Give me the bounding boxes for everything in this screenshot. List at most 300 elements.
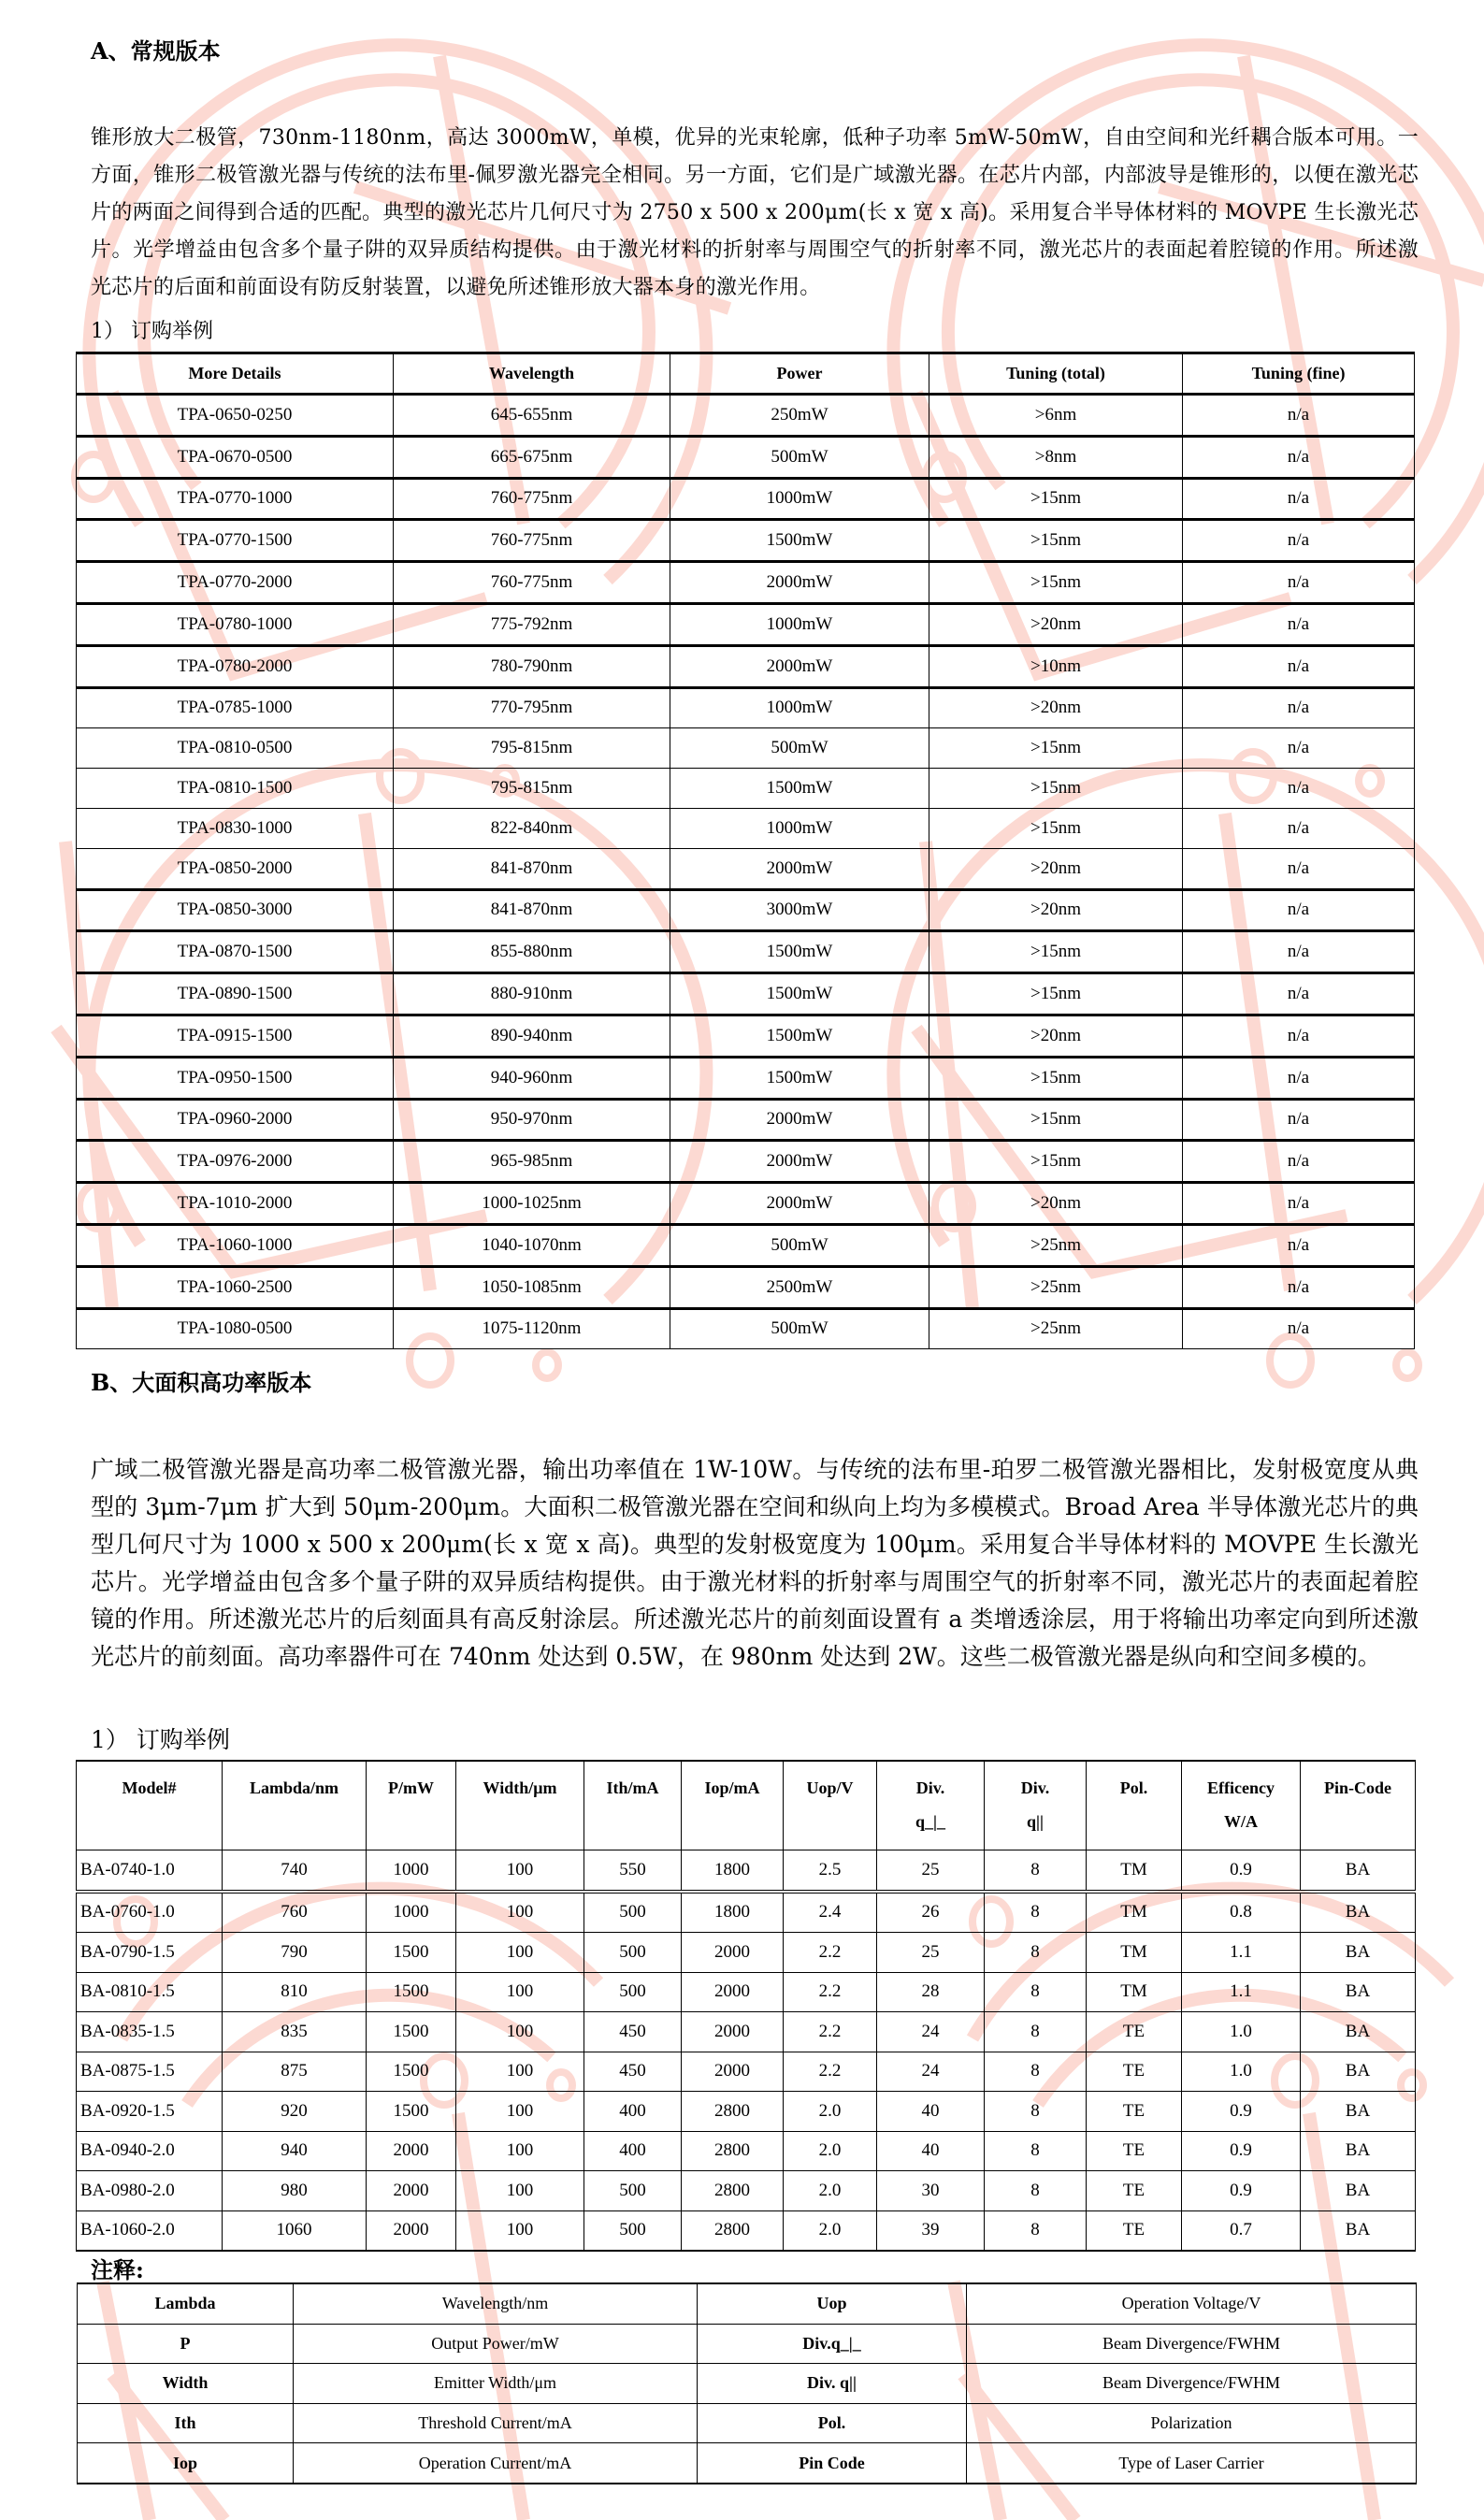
cell-div-perp: 40	[877, 2131, 985, 2171]
cell-efficiency: 0.9	[1182, 2092, 1301, 2132]
cell-tuning-fine: n/a	[1183, 478, 1415, 520]
column-header-uop	[784, 1761, 877, 1850]
cell-pol: TM	[1087, 1892, 1182, 1933]
cell-div-parallel: 8	[985, 2052, 1087, 2092]
cell-tuning-total: >20nm	[929, 687, 1183, 728]
notes-row	[78, 2443, 1417, 2484]
cell-tuning-total: >15nm	[929, 769, 1183, 809]
notes-cell-meaning: Output Power/mW	[294, 2324, 698, 2364]
cell-lambda: 1060	[223, 2210, 367, 2251]
cell-model: TPA-0780-2000	[77, 645, 394, 687]
cell-pin-code: BA	[1301, 1972, 1416, 2012]
cell-wavelength: 1040-1070nm	[394, 1224, 670, 1266]
cell-uop: 2.2	[784, 1972, 877, 2012]
cell-model: BA-0835-1.5	[77, 2012, 223, 2052]
cell-power: 3000mW	[670, 889, 929, 931]
cell-model: TPA-1010-2000	[77, 1183, 394, 1225]
table-row	[77, 2092, 1416, 2132]
cell-power: 1500	[367, 2092, 456, 2132]
cell-power: 1500	[367, 1972, 456, 2012]
table-row	[77, 808, 1415, 848]
cell-iop: 2000	[682, 2052, 784, 2092]
cell-efficiency: 0.7	[1182, 2210, 1301, 2251]
notes-cell-abbr: Width	[78, 2364, 294, 2404]
column-header-text: P/mW	[388, 1778, 434, 1797]
cell-pin-code: BA	[1301, 2092, 1416, 2132]
cell-model: TPA-0810-1500	[77, 769, 394, 809]
cell-tuning-total: >15nm	[929, 808, 1183, 848]
notes-row	[78, 2283, 1417, 2324]
cell-iop: 1800	[682, 1850, 784, 1892]
cell-pin-code: BA	[1301, 2052, 1416, 2092]
column-header-efficiency	[1182, 1761, 1301, 1850]
cell-ith: 500	[584, 2171, 682, 2211]
column-header-text: Model#	[122, 1778, 177, 1797]
cell-div-perp: 28	[877, 1972, 985, 2012]
cell-width: 100	[456, 1972, 584, 2012]
cell-tuning-total: >15nm	[929, 973, 1183, 1015]
column-header-model	[77, 1761, 223, 1850]
cell-wavelength: 965-985nm	[394, 1141, 670, 1183]
column-header-wavelength: Wavelength	[394, 353, 670, 395]
notes-cell-abbr: Div.q_|_	[698, 2324, 967, 2364]
cell-div-perp: 39	[877, 2210, 985, 2251]
cell-power: 1500mW	[670, 1015, 929, 1057]
notes-cell-abbr: Div. q||	[698, 2364, 967, 2404]
cell-div-perp: 25	[877, 1933, 985, 1973]
cell-power: 2000mW	[670, 1141, 929, 1183]
cell-div-parallel: 8	[985, 1850, 1087, 1892]
notes-cell-meaning: Emitter Width/μm	[294, 2364, 698, 2404]
cell-pol: TE	[1087, 2171, 1182, 2211]
table-header-row	[77, 1761, 1416, 1850]
cell-model: TPA-0770-1000	[77, 478, 394, 520]
cell-tuning-fine: n/a	[1183, 395, 1415, 437]
table-row	[77, 889, 1415, 931]
cell-pol: TE	[1087, 2131, 1182, 2171]
cell-tuning-fine: n/a	[1183, 520, 1415, 562]
column-header-lambda	[223, 1761, 367, 1850]
cell-pin-code: BA	[1301, 2210, 1416, 2251]
cell-wavelength: 665-675nm	[394, 436, 670, 478]
cell-model: TPA-0670-0500	[77, 436, 394, 478]
cell-tuning-fine: n/a	[1183, 1224, 1415, 1266]
table-row	[77, 2210, 1416, 2251]
notes-cell-abbr: P	[78, 2324, 294, 2364]
cell-iop: 2800	[682, 2092, 784, 2132]
cell-iop: 2800	[682, 2131, 784, 2171]
cell-pin-code: BA	[1301, 1933, 1416, 1973]
cell-model: BA-0940-2.0	[77, 2131, 223, 2171]
cell-wavelength: 855-880nm	[394, 931, 670, 973]
cell-power: 1500	[367, 2052, 456, 2092]
cell-ith: 400	[584, 2092, 682, 2132]
notes-row	[78, 2403, 1417, 2443]
cell-power: 1500mW	[670, 931, 929, 973]
table-row	[77, 1308, 1415, 1349]
cell-div-parallel: 8	[985, 1972, 1087, 2012]
section-b-order-label: 1） 订购举例	[91, 1726, 230, 1753]
cell-div-perp: 26	[877, 1892, 985, 1933]
table-row	[77, 1015, 1415, 1057]
table-row	[77, 478, 1415, 520]
cell-ith: 500	[584, 1933, 682, 1973]
cell-tuning-total: >15nm	[929, 520, 1183, 562]
table-row	[77, 2171, 1416, 2211]
cell-ith: 400	[584, 2131, 682, 2171]
notes-cell-meaning: Beam Divergence/FWHM	[967, 2364, 1417, 2404]
cell-pol: TE	[1087, 2210, 1182, 2251]
cell-tuning-total: >20nm	[929, 889, 1183, 931]
cell-efficiency: 1.1	[1182, 1972, 1301, 2012]
notes-table	[77, 2282, 1417, 2484]
cell-div-parallel: 8	[985, 2171, 1087, 2211]
cell-efficiency: 0.8	[1182, 1892, 1301, 1933]
cell-power: 1000mW	[670, 603, 929, 645]
cell-div-parallel: 8	[985, 1892, 1087, 1933]
notes-cell-abbr: Lambda	[78, 2283, 294, 2324]
table-row	[77, 973, 1415, 1015]
cell-model: TPA-1080-0500	[77, 1308, 394, 1349]
cell-efficiency: 0.9	[1182, 2131, 1301, 2171]
cell-iop: 2000	[682, 1972, 784, 2012]
cell-pol: TM	[1087, 1933, 1182, 1973]
cell-power: 2000	[367, 2131, 456, 2171]
cell-power: 2000	[367, 2171, 456, 2211]
cell-model: TPA-0870-1500	[77, 931, 394, 973]
cell-power: 1000mW	[670, 808, 929, 848]
cell-tuning-total: >15nm	[929, 562, 1183, 604]
cell-lambda: 740	[223, 1850, 367, 1892]
section-b-paragraph: 广域二极管激光器是高功率二极管激光器，输出功率值在 1W-10W。与传统的法布里-珀罗二极管激光器相比，发射极宽度从典型的 3μm-7μm 扩大到 50μm-200μm。大面积二极管激光器在空间和纵向上均为多模模式。Broad Area 半导体激光芯片的典型几何尺寸为 1000 x 500 x 200μm(长 x 宽 x 高)。典型的发射极宽度为 100μm。采用复合半导体材料的 MOVPE 生长激光芯片。光学增益由包含多个量子阱的双异质结构提供。由于激光材料的折射率与周围空气的折射率不同，激光芯片的表面起着腔镜的作用。所述激光芯片的后刻面具有高反射涂层。所述激光芯片的前刻面设置有 a 类增透涂层，用于将输出功率定向到所述激光芯片的前刻面。高功率器件可在 740nm 处达到 0.5W，在 980nm 处达到 2W。这些二极管激光器是纵向和空间多模的。	[91, 1456, 1419, 1670]
cell-power: 1500mW	[670, 769, 929, 809]
table-row	[77, 1972, 1416, 2012]
cell-tuning-fine: n/a	[1183, 1266, 1415, 1308]
table-row	[77, 1183, 1415, 1225]
cell-div-perp: 25	[877, 1850, 985, 1892]
column-header-div-parallel	[985, 1761, 1087, 1850]
cell-wavelength: 822-840nm	[394, 808, 670, 848]
cell-power: 500mW	[670, 436, 929, 478]
cell-div-perp: 24	[877, 2012, 985, 2052]
notes-cell-meaning: Threshold Current/mA	[294, 2403, 698, 2443]
cell-tuning-total: >15nm	[929, 728, 1183, 769]
column-header-text: Width/μm	[483, 1778, 557, 1797]
column-header-pol	[1087, 1761, 1182, 1850]
cell-pol: TE	[1087, 2092, 1182, 2132]
cell-lambda: 980	[223, 2171, 367, 2211]
cell-tuning-total: >20nm	[929, 603, 1183, 645]
cell-power: 250mW	[670, 395, 929, 437]
cell-iop: 1800	[682, 1892, 784, 1933]
column-header-tuning-total: Tuning (total)	[929, 353, 1183, 395]
cell-iop: 2800	[682, 2210, 784, 2251]
column-header-more-details: More Details	[77, 353, 394, 395]
table-row	[77, 1224, 1415, 1266]
cell-wavelength: 940-960nm	[394, 1057, 670, 1099]
cell-width: 100	[456, 2131, 584, 2171]
cell-model: BA-0980-2.0	[77, 2171, 223, 2211]
cell-width: 100	[456, 2012, 584, 2052]
notes-cell-meaning: Operation Voltage/V	[967, 2283, 1417, 2324]
cell-width: 100	[456, 2210, 584, 2251]
table-row	[77, 728, 1415, 769]
column-header-pin-code	[1301, 1761, 1416, 1850]
cell-tuning-fine: n/a	[1183, 687, 1415, 728]
column-header-iop	[682, 1761, 784, 1850]
cell-power: 2500mW	[670, 1266, 929, 1308]
cell-efficiency: 0.9	[1182, 1850, 1301, 1892]
cell-wavelength: 890-940nm	[394, 1015, 670, 1057]
cell-tuning-fine: n/a	[1183, 1183, 1415, 1225]
cell-lambda: 875	[223, 2052, 367, 2092]
cell-uop: 2.2	[784, 2012, 877, 2052]
cell-wavelength: 795-815nm	[394, 728, 670, 769]
cell-model: TPA-0890-1500	[77, 973, 394, 1015]
notes-cell-meaning: Type of Laser Carrier	[967, 2443, 1417, 2484]
cell-pin-code: BA	[1301, 1850, 1416, 1892]
table-row	[77, 1099, 1415, 1141]
cell-tuning-fine: n/a	[1183, 973, 1415, 1015]
cell-power: 500mW	[670, 1224, 929, 1266]
cell-div-parallel: 8	[985, 2210, 1087, 2251]
cell-tuning-total: >15nm	[929, 1099, 1183, 1141]
cell-lambda: 835	[223, 2012, 367, 2052]
cell-iop: 2000	[682, 1933, 784, 1973]
cell-model: TPA-1060-1000	[77, 1224, 394, 1266]
column-header-text: Pol.	[1119, 1778, 1148, 1797]
cell-width: 100	[456, 1850, 584, 1892]
cell-pol: TE	[1087, 2052, 1182, 2092]
cell-tuning-fine: n/a	[1183, 1308, 1415, 1349]
cell-model: TPA-0830-1000	[77, 808, 394, 848]
cell-tuning-fine: n/a	[1183, 808, 1415, 848]
column-header-width	[456, 1761, 584, 1850]
cell-tuning-total: >20nm	[929, 848, 1183, 889]
cell-width: 100	[456, 2171, 584, 2211]
column-header-text: Ith/mA	[606, 1778, 659, 1797]
cell-efficiency: 0.9	[1182, 2171, 1301, 2211]
cell-tuning-total: >20nm	[929, 1183, 1183, 1225]
column-header-text: q||	[1027, 1812, 1044, 1831]
cell-div-parallel: 8	[985, 2092, 1087, 2132]
cell-model: BA-1060-2.0	[77, 2210, 223, 2251]
table-row	[77, 603, 1415, 645]
table-row	[77, 2052, 1416, 2092]
section-a-paragraph: 锥形放大二极管，730nm-1180nm，高达 3000mW，单模，优异的光束轮廓，低种子功率 5mW-50mW，自由空间和光纤耦合版本可用。一方面，锥形二极管激光器与传统的法布里-佩罗激光器完全相同。另一方面，它们是广域激光器。在芯片内部，内部波导是锥形的，以便在激光芯片的两面之间得到合适的匹配。典型的激光芯片几何尺寸为 2750 x 500 x 200μm(长 x 宽 x 高)。采用复合半导体材料的 MOVPE 生长激光芯片。光学增益由包含多个量子阱的双异质结构提供。由于激光材料的折射率与周围空气的折射率不同，激光芯片的表面起着腔镜的作用。所述激光芯片的后面和前面设有防反射装置，以避免所述锥形放大器本身的激光作用。	[91, 126, 1419, 299]
cell-wavelength: 780-790nm	[394, 645, 670, 687]
cell-tuning-fine: n/a	[1183, 728, 1415, 769]
cell-ith: 500	[584, 1892, 682, 1933]
cell-pol: TM	[1087, 1850, 1182, 1892]
cell-tuning-fine: n/a	[1183, 931, 1415, 973]
cell-pol: TE	[1087, 2012, 1182, 2052]
cell-pin-code: BA	[1301, 1892, 1416, 1933]
cell-model: TPA-0950-1500	[77, 1057, 394, 1099]
cell-model: BA-0740-1.0	[77, 1850, 223, 1892]
cell-power: 2000	[367, 2210, 456, 2251]
cell-power: 500mW	[670, 1308, 929, 1349]
cell-model: BA-0810-1.5	[77, 1972, 223, 2012]
cell-tuning-fine: n/a	[1183, 436, 1415, 478]
cell-tuning-total: >25nm	[929, 1266, 1183, 1308]
notes-row	[78, 2324, 1417, 2364]
column-header-text: W/A	[1224, 1812, 1258, 1831]
column-header-power	[367, 1761, 456, 1850]
ordering-table-standard	[76, 352, 1415, 1349]
cell-pin-code: BA	[1301, 2012, 1416, 2052]
column-header-div-perp	[877, 1761, 985, 1850]
cell-uop: 2.0	[784, 2210, 877, 2251]
table-row	[77, 1933, 1416, 1973]
cell-model: TPA-0976-2000	[77, 1141, 394, 1183]
notes-cell-meaning: Operation Current/mA	[294, 2443, 698, 2484]
cell-iop: 2800	[682, 2171, 784, 2211]
cell-lambda: 810	[223, 1972, 367, 2012]
cell-model: TPA-1060-2500	[77, 1266, 394, 1308]
cell-div-perp: 24	[877, 2052, 985, 2092]
cell-tuning-fine: n/a	[1183, 889, 1415, 931]
cell-model: TPA-0915-1500	[77, 1015, 394, 1057]
cell-wavelength: 880-910nm	[394, 973, 670, 1015]
table-row	[77, 1850, 1416, 1892]
cell-power: 2000mW	[670, 1183, 929, 1225]
cell-tuning-total: >15nm	[929, 1141, 1183, 1183]
cell-div-perp: 30	[877, 2171, 985, 2211]
cell-pin-code: BA	[1301, 2131, 1416, 2171]
cell-wavelength: 760-775nm	[394, 562, 670, 604]
table-row	[77, 562, 1415, 604]
notes-cell-abbr: Pol.	[698, 2403, 967, 2443]
cell-wavelength: 1000-1025nm	[394, 1183, 670, 1225]
cell-power: 1500mW	[670, 1057, 929, 1099]
cell-uop: 2.2	[784, 2052, 877, 2092]
table-row	[77, 645, 1415, 687]
cell-wavelength: 760-775nm	[394, 478, 670, 520]
cell-uop: 2.4	[784, 1892, 877, 1933]
cell-div-parallel: 8	[985, 2131, 1087, 2171]
table-row	[77, 520, 1415, 562]
notes-cell-abbr: Iop	[78, 2443, 294, 2484]
cell-power: 1500mW	[670, 520, 929, 562]
cell-model: BA-0920-1.5	[77, 2092, 223, 2132]
ordering-table-broad-area	[76, 1760, 1416, 2252]
cell-model: TPA-0780-1000	[77, 603, 394, 645]
cell-model: TPA-0850-2000	[77, 848, 394, 889]
cell-power: 1500	[367, 2012, 456, 2052]
cell-power: 1000	[367, 1892, 456, 1933]
table-row	[77, 1892, 1416, 1933]
cell-uop: 2.5	[784, 1850, 877, 1892]
cell-tuning-fine: n/a	[1183, 603, 1415, 645]
table-row	[77, 395, 1415, 437]
cell-efficiency: 1.1	[1182, 1933, 1301, 1973]
cell-uop: 2.0	[784, 2131, 877, 2171]
cell-tuning-fine: n/a	[1183, 1099, 1415, 1141]
cell-wavelength: 760-775nm	[394, 520, 670, 562]
cell-tuning-fine: n/a	[1183, 645, 1415, 687]
cell-width: 100	[456, 2052, 584, 2092]
cell-div-parallel: 8	[985, 2012, 1087, 2052]
notes-cell-abbr: Uop	[698, 2283, 967, 2324]
section-b-heading: B、大面积高功率版本	[91, 1369, 312, 1396]
table-row	[77, 687, 1415, 728]
column-header-ith	[584, 1761, 682, 1850]
notes-cell-meaning: Polarization	[967, 2403, 1417, 2443]
notes-row	[78, 2364, 1417, 2404]
cell-model: TPA-0650-0250	[77, 395, 394, 437]
cell-model: BA-0875-1.5	[77, 2052, 223, 2092]
cell-lambda: 760	[223, 1892, 367, 1933]
cell-power: 2000mW	[670, 848, 929, 889]
cell-ith: 500	[584, 1972, 682, 2012]
column-header-text: q_|_	[915, 1812, 945, 1831]
cell-wavelength: 795-815nm	[394, 769, 670, 809]
cell-tuning-fine: n/a	[1183, 1015, 1415, 1057]
cell-tuning-total: >15nm	[929, 931, 1183, 973]
table-row	[77, 931, 1415, 973]
notes-title: 注释:	[91, 2256, 144, 2283]
cell-wavelength: 1075-1120nm	[394, 1308, 670, 1349]
cell-model: BA-0760-1.0	[77, 1892, 223, 1933]
cell-ith: 450	[584, 2052, 682, 2092]
cell-power: 1000mW	[670, 687, 929, 728]
table-row	[77, 2012, 1416, 2052]
cell-ith: 550	[584, 1850, 682, 1892]
cell-tuning-total: >6nm	[929, 395, 1183, 437]
cell-uop: 2.0	[784, 2171, 877, 2211]
cell-power: 500mW	[670, 728, 929, 769]
cell-tuning-total: >8nm	[929, 436, 1183, 478]
cell-tuning-total: >25nm	[929, 1308, 1183, 1349]
cell-model: BA-0790-1.5	[77, 1933, 223, 1973]
cell-wavelength: 841-870nm	[394, 889, 670, 931]
column-header-text: Efficency	[1207, 1778, 1275, 1797]
cell-tuning-total: >20nm	[929, 1015, 1183, 1057]
cell-ith: 500	[584, 2210, 682, 2251]
column-header-text: Uop/V	[806, 1778, 854, 1797]
cell-power: 2000mW	[670, 645, 929, 687]
cell-power: 1000mW	[670, 478, 929, 520]
cell-iop: 2000	[682, 2012, 784, 2052]
cell-tuning-fine: n/a	[1183, 769, 1415, 809]
cell-tuning-total: >10nm	[929, 645, 1183, 687]
cell-model: TPA-0770-2000	[77, 562, 394, 604]
column-header-text: Lambda/nm	[249, 1778, 339, 1797]
cell-uop: 2.2	[784, 1933, 877, 1973]
cell-efficiency: 1.0	[1182, 2052, 1301, 2092]
cell-power: 1500	[367, 1933, 456, 1973]
table-row	[77, 769, 1415, 809]
cell-pin-code: BA	[1301, 2171, 1416, 2211]
table-row	[77, 1266, 1415, 1308]
cell-power: 2000mW	[670, 1099, 929, 1141]
cell-tuning-total: >15nm	[929, 478, 1183, 520]
cell-lambda: 790	[223, 1933, 367, 1973]
cell-tuning-total: >15nm	[929, 1057, 1183, 1099]
cell-uop: 2.0	[784, 2092, 877, 2132]
column-header-tuning-fine: Tuning (fine)	[1183, 353, 1415, 395]
table-header-row	[77, 353, 1415, 395]
table-row	[77, 436, 1415, 478]
column-header-power: Power	[670, 353, 929, 395]
table-row	[77, 2131, 1416, 2171]
cell-wavelength: 950-970nm	[394, 1099, 670, 1141]
notes-cell-abbr: Ith	[78, 2403, 294, 2443]
cell-tuning-fine: n/a	[1183, 1057, 1415, 1099]
cell-power: 2000mW	[670, 562, 929, 604]
cell-width: 100	[456, 1933, 584, 1973]
